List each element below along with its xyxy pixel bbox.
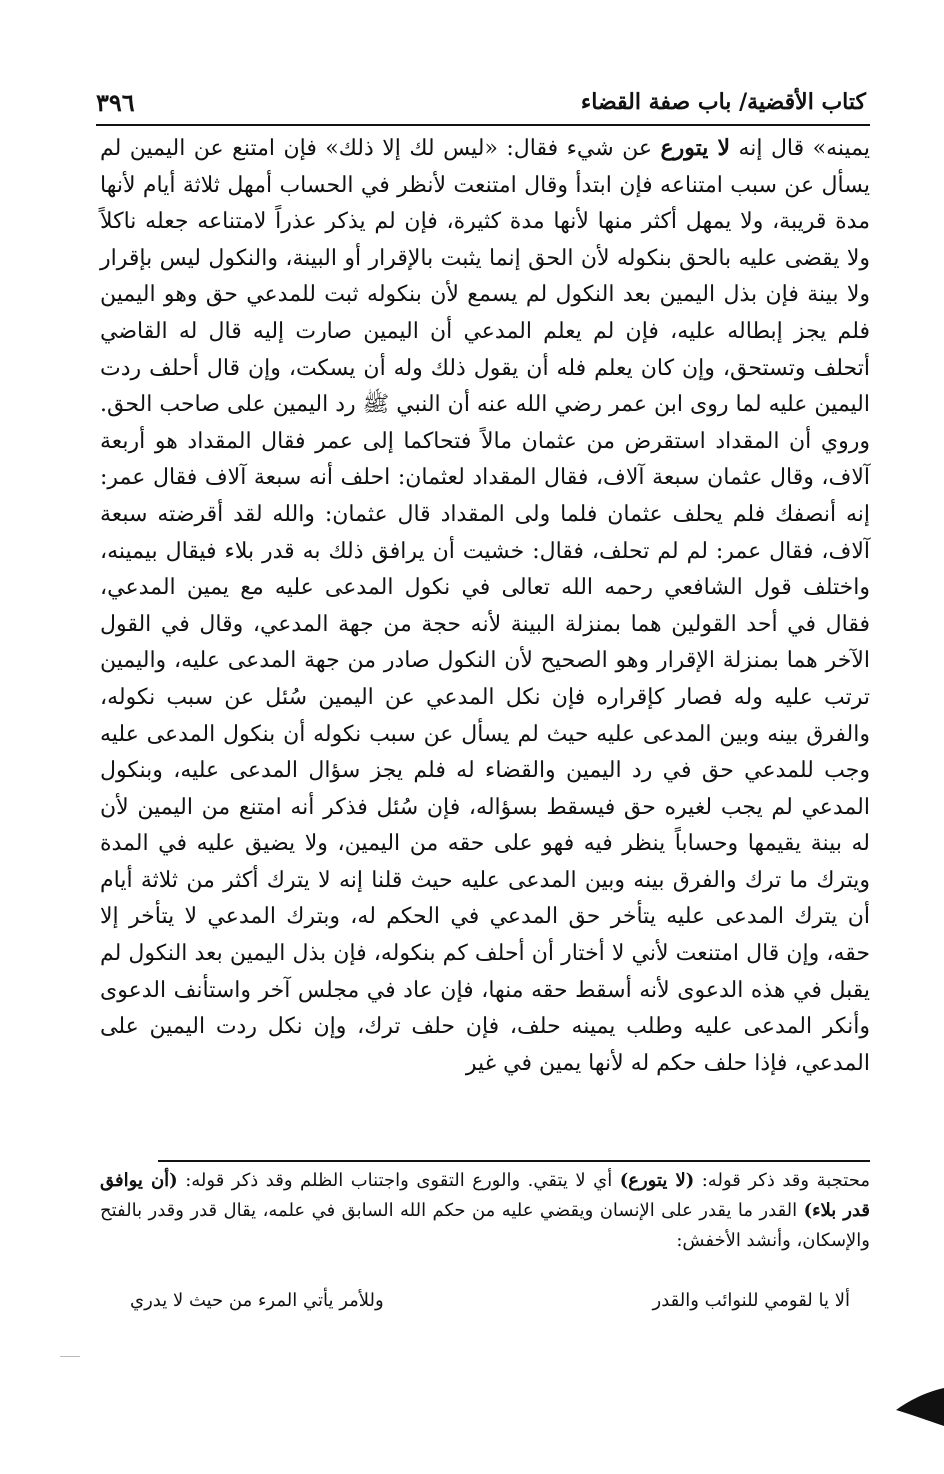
verse-first-hemistich: ألا يا لقومي للنوائب والقدر: [652, 1290, 850, 1311]
footnote-divider: [158, 1160, 870, 1162]
footnote-text-3: القدر ما يقدر على الإنسان ويقضي عليه من حكم الله السابق في علمه، يقال قدر وقدر بالفتح والإسكان، وأنشد الأخفش:: [100, 1200, 870, 1251]
header-divider: [96, 124, 870, 126]
footnote-term-1: (لا يتورع): [619, 1170, 695, 1191]
running-header: [96, 84, 866, 120]
footnote-text-2: أي لا يتقي. والورع التقوى واجتناب الظلم وقد ذكر قوله:: [177, 1170, 620, 1191]
footnote-text-1: محتجبة وقد ذكر قوله:: [694, 1170, 870, 1191]
verse-second-hemistich: وللأمر يأتي المرء من حيث لا يدري: [130, 1290, 384, 1311]
bold-term: لا يتورع: [660, 135, 731, 161]
page-number: ٣٩٦: [96, 87, 135, 117]
main-text: [100, 130, 870, 1082]
page-corner-shadow: [896, 1380, 944, 1430]
footnote-paragraph: [100, 1166, 870, 1256]
chapter-title: كتاب الأقضية/ باب صفة القضاء: [580, 89, 866, 115]
footnote: [100, 1166, 870, 1256]
main-paragraph: [100, 130, 870, 1082]
footnote-term-2: (أن يوافق قدر بلاء): [100, 1170, 870, 1221]
paragraph-start: يمينه» قال إنه: [730, 136, 870, 161]
margin-mark: [60, 1356, 80, 1357]
poetry-verse: [130, 1286, 850, 1316]
paragraph-rest: عن شيء فقال: «ليس لك إلا ذلك» فإن امتنع عن اليمين لم يسأل عن سبب امتناعه فإن ابتدأ وقال امتنعت لأنظر في الحساب أمهل ثلاثة أيام لأنها مدة قريبة، ولا يمهل أكثر منها لأنها مدة كثيرة، فإن لم يذكر عذراً لامتناعه جعله ناكلاً ولا يقضى عليه بالحق بنكوله لأن الحق إنما يثبت بالإقرار أو البينة، والنكول ليس بإقرار ولا بينة فإن بذل اليمين بعد النكول لم يسمع لأن بنكوله ثبت للمدعي حق وهو اليمين فلم يجز إبطاله عليه، فإن لم يعلم المدعي أن اليمين صارت إليه قال له القاضي أتحلف وتستحق، وإن كان يعلم فله أن يقول ذلك وله أن يسكت، وإن قال أحلف ردت اليمين عليه لما روى ابن عمر رضي الله عنه أن النبي ﷺ رد اليمين على صاحب الحق. وروي أن المقداد استقرض من عثمان مالاً فتحاكما إلى عمر فقال المقداد هو أربعة آلاف، وقال عثمان سبعة آلاف، فقال المقداد لعثمان: احلف أنه سبعة آلاف فقال عمر: إنه أنصفك فلم يحلف عثمان فلما ولى المقداد قال عثمان: والله لقد أقرضته سبعة آلاف، فقال عمر: لم لم تحلف، فقال: خشيت أن يرافق ذلك به قدر بلاء فيقال بيمينه، واختلف قول الشافعي رحمه الله تعالى في نكول المدعى عليه مع يمين المدعي، فقال في أحد القولين هما بمنزلة البينة لأنه حجة من جهة المدعي، وقال في القول الآخر هما بمنزلة الإقرار وهو الصحيح لأن النكول صادر من جهة المدعى عليه، واليمين ترتب عليه وله فصار كإقراره فإن نكل المدعي عن اليمين سُئل عن سبب نكوله، والفرق بينه وبين المدعى عليه حيث لم يسأل عن سبب نكوله أن بنكول المدعى عليه وجب للمدعي حق في رد اليمين والقضاء له فلم يجز سؤال المدعى عليه، وبنكول المدعي لم يجب لغيره حق فيسقط بسؤاله، فإن سُئل فذكر أنه امتنع من اليمين لأن له بينة يقيمها وحساباً ينظر فيه فهو على حقه من اليمين، ولا يضيق عليه في المدة ويترك ما ترك والفرق بينه وبين المدعى عليه حيث قلنا إنه لا يترك أكثر من ثلاثة أيام أن يترك المدعى عليه يتأخر حق المدعي في الحكم له، وبترك المدعي لا يتأخر إلا حقه، وإن قال امتنعت لأني لا أختار أن أحلف كم بنكوله، فإن بذل اليمين بعد النكول لم يقبل في هذه الدعوى لأنه أسقط حقه منها، فإن عاد في مجلس آخر واستأنف الدعوى وأنكر المدعى عليه وطلب يمينه حلف، فإن حلف ترك، وإن نكل ردت اليمين على المدعي، فإذا حلف حكم له لأنها يمين في غير: [100, 136, 870, 1076]
